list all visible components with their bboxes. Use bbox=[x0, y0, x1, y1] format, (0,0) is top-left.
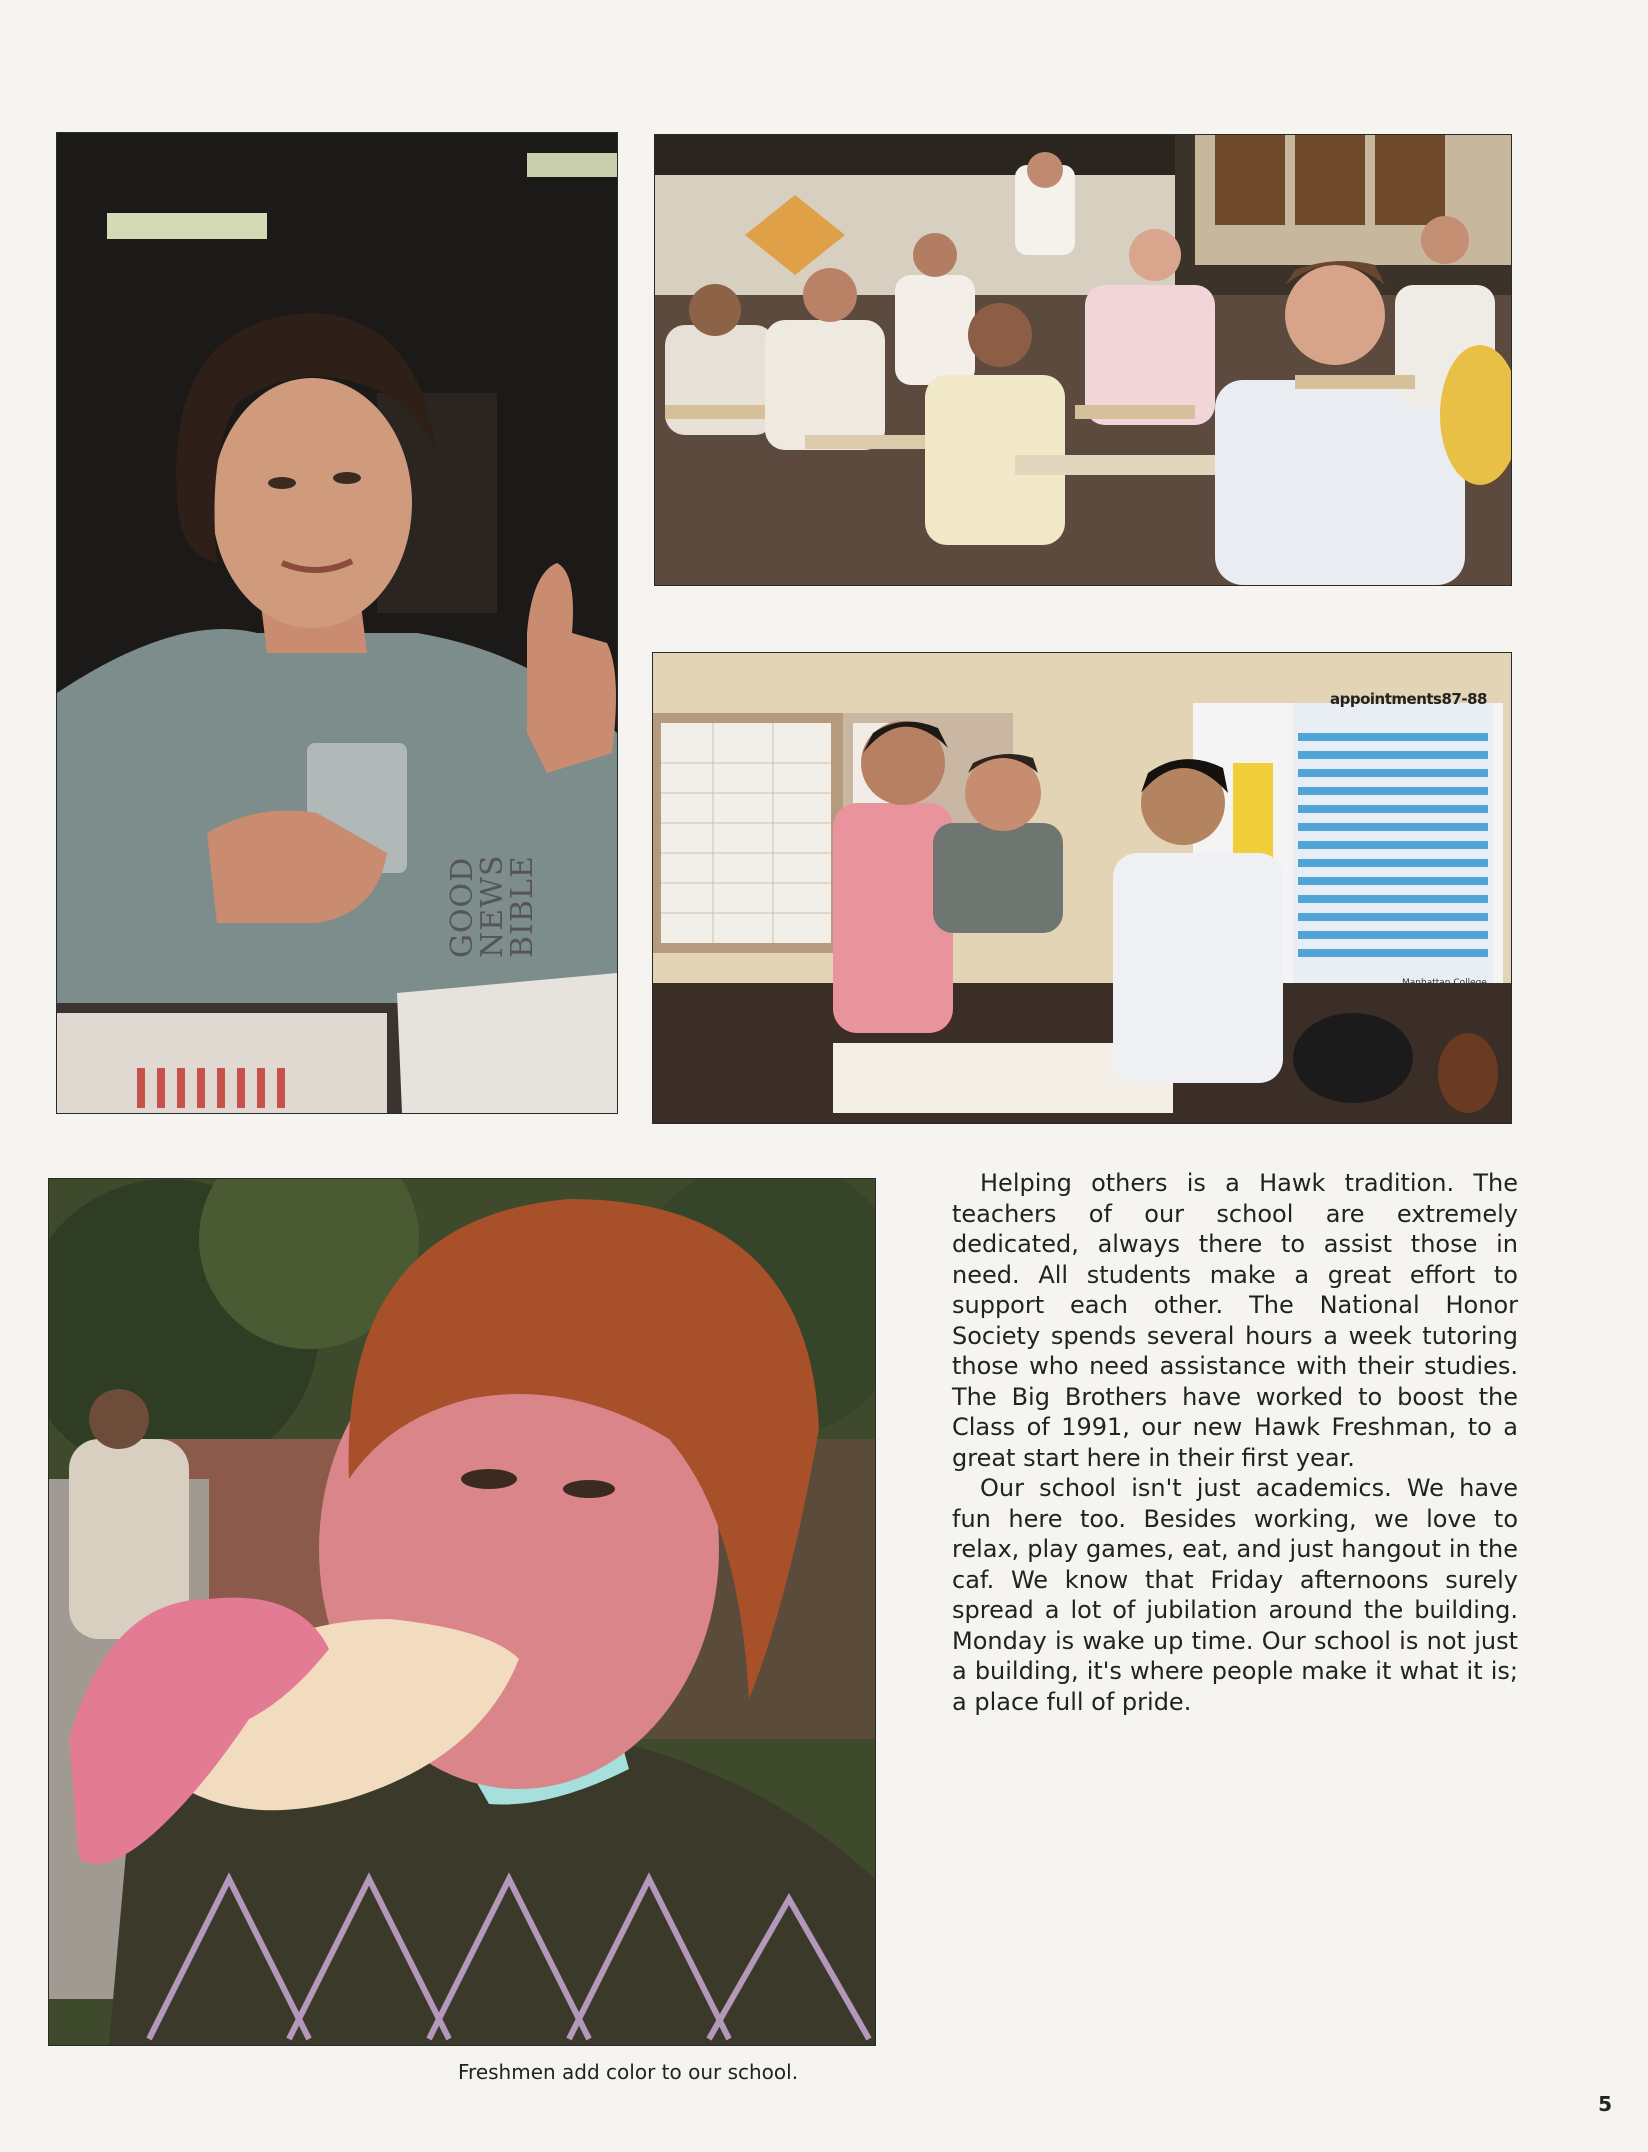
photo-office-students bbox=[652, 652, 1512, 1124]
body-text bbox=[952, 1168, 1518, 1717]
college-sign: Manhattan College bbox=[1402, 978, 1487, 988]
body-paragraph-2: Our school isn't just academics. We have fun here too. Besides working, we love to relax, play games, eat, and just hangout in the caf. We know that Friday afternoons surely spread a lot of jubilation around the building. Monday is wake up time. Our school is not just a building, it's where people make it what it is; a place full of pride. bbox=[952, 1474, 1518, 1716]
body-paragraph-1: Helping others is a Hawk tradition. The teachers of our school are extremely dedicated, always there to assist those in need. All students make a great effort to support each other. The National Honor Society spends several hours a week tutoring those who need assistance with their studies. The Big Brothers have worked to boost the Class of 1991, our new Hawk Freshman, to a great start here in their first year. bbox=[952, 1169, 1518, 1472]
photo-caption: Freshmen add color to our school. bbox=[458, 2060, 799, 2084]
bible-cover-text: GOOD NEWS BIBLE bbox=[445, 854, 540, 958]
appointments-sign: appointments87-88 bbox=[1330, 690, 1487, 708]
photo-student-eating bbox=[48, 1178, 876, 2046]
photo-classroom bbox=[654, 134, 1512, 586]
photo-student-thumbs-up bbox=[56, 132, 618, 1114]
page-number: 5 bbox=[1598, 2092, 1612, 2116]
